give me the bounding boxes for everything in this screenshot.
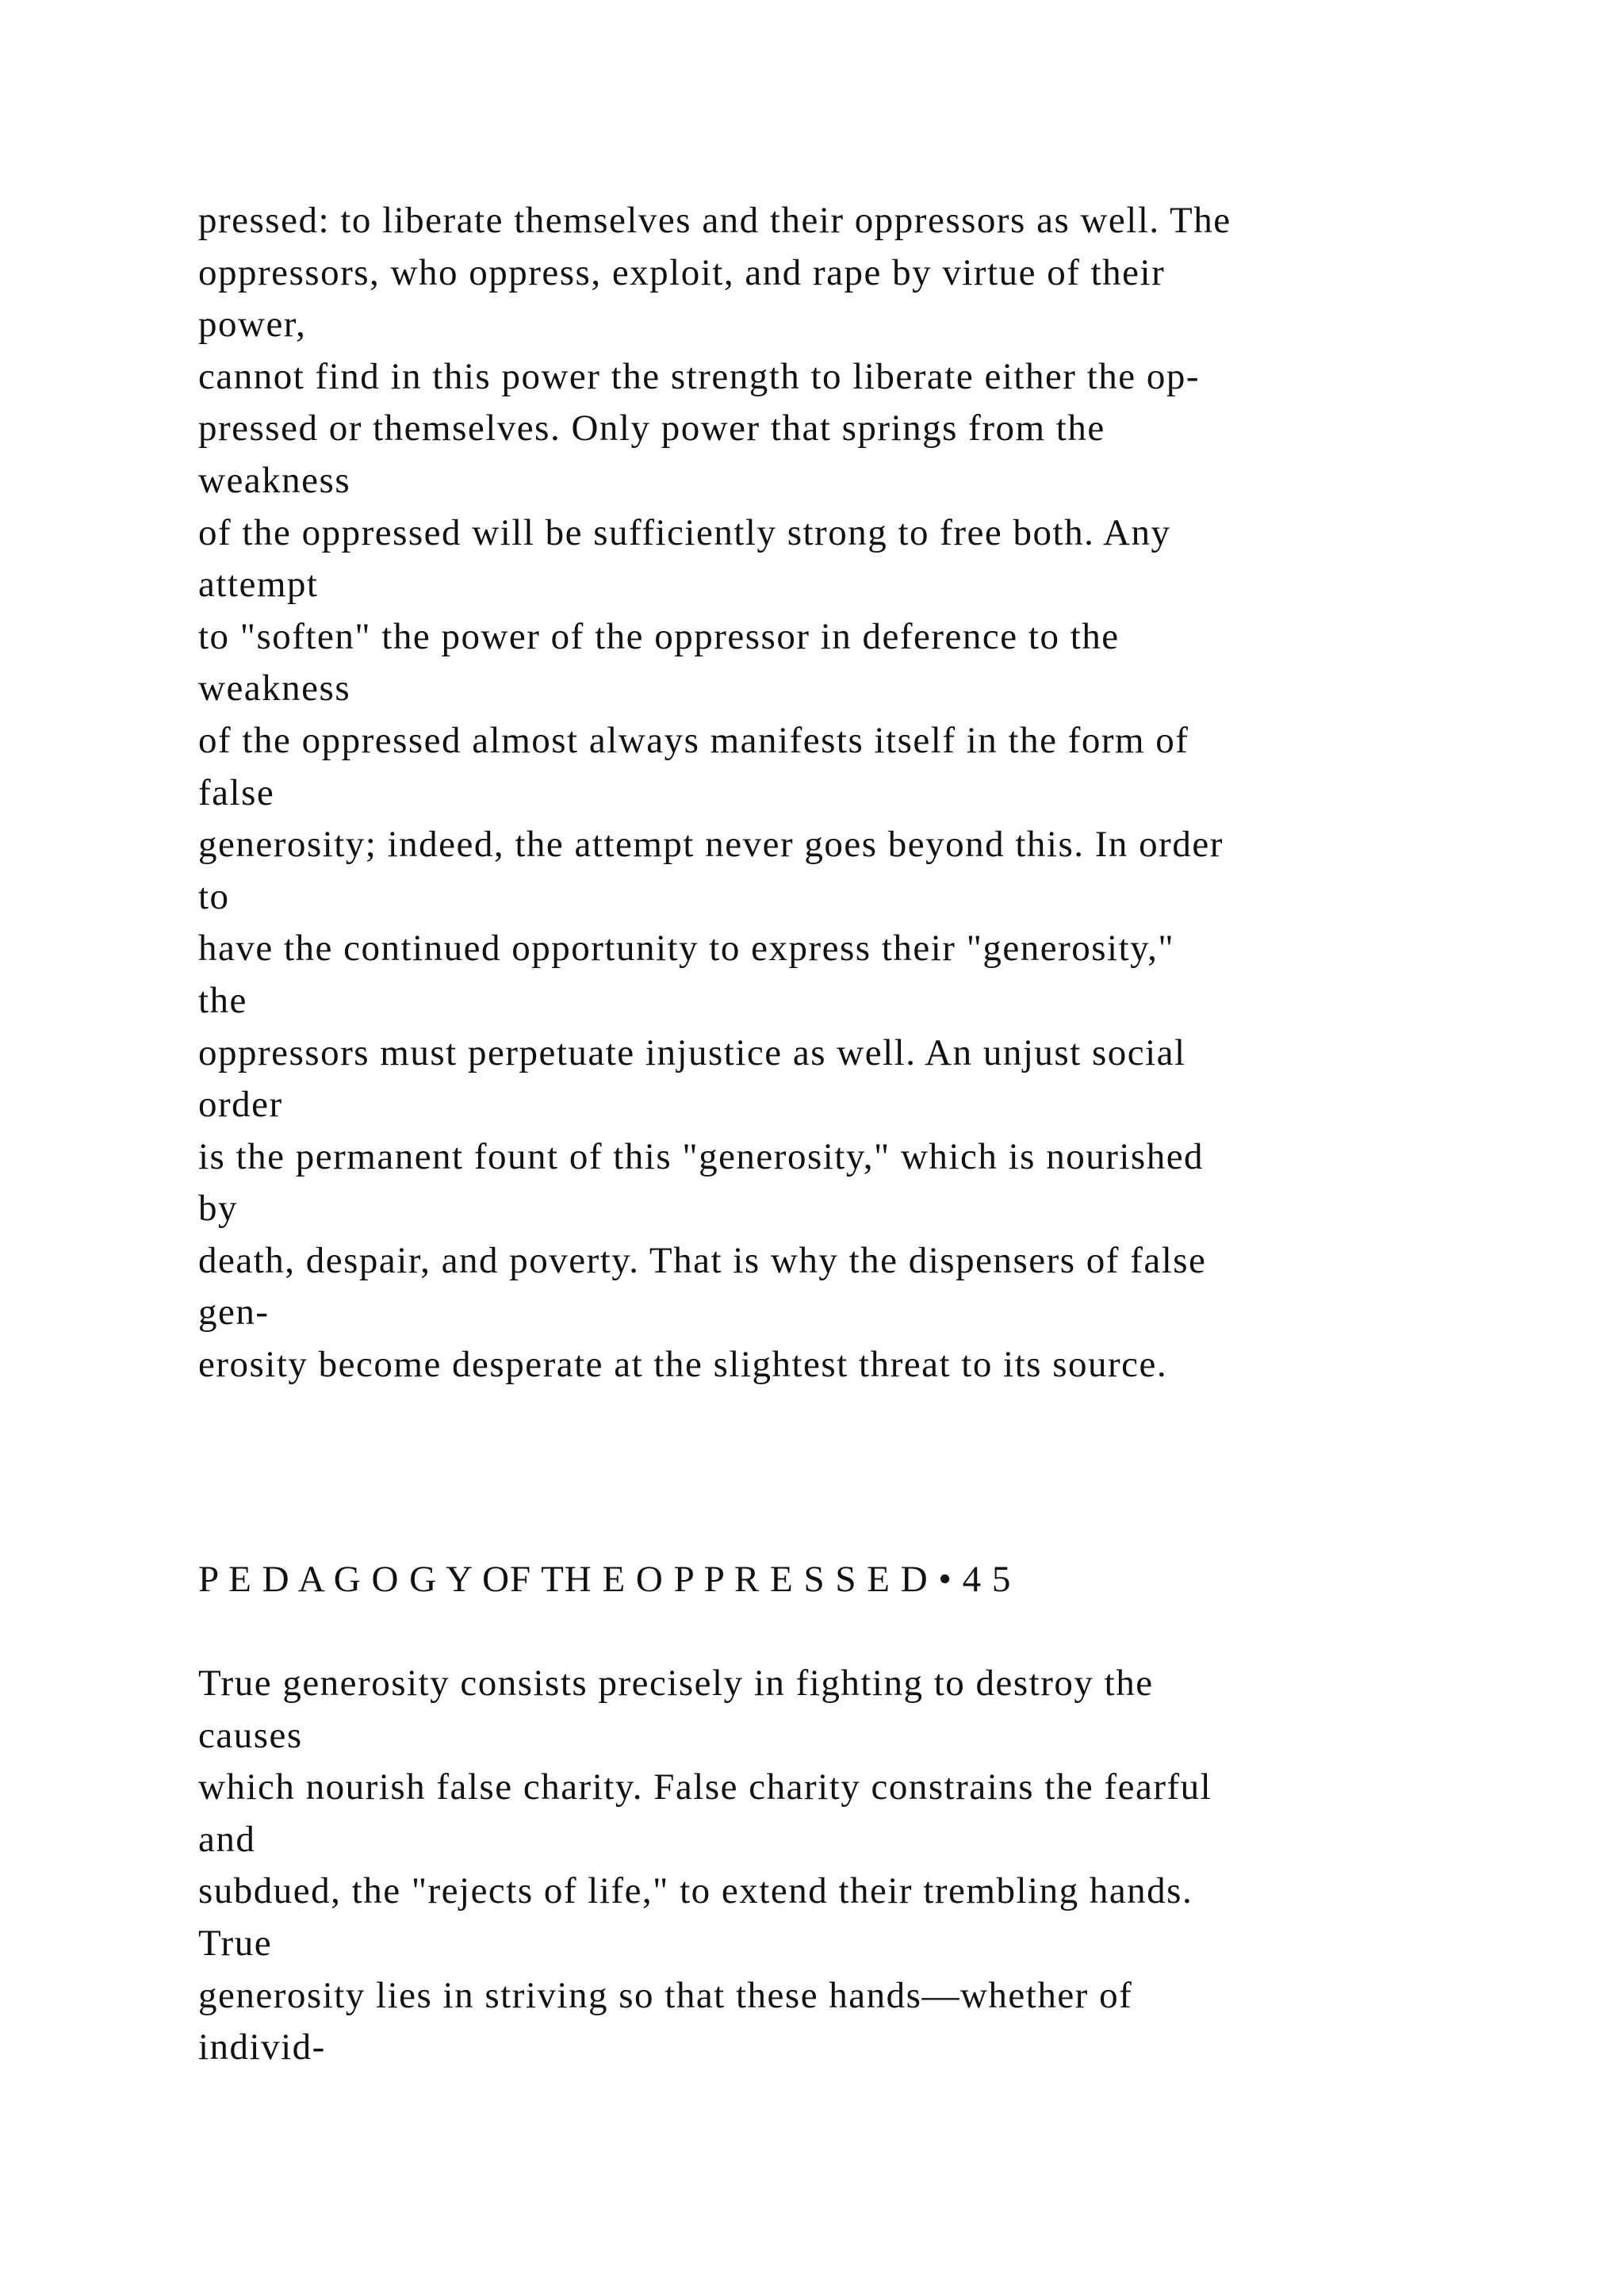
text-line: erosity become desperate at the slightest threat to its source. xyxy=(198,1344,1168,1386)
text-line: order xyxy=(198,1084,283,1126)
text-line: oppressors, who oppress, exploit, and rape by virtue of their xyxy=(198,251,1166,293)
text-line: which nourish false charity. False charity constrains the fearful xyxy=(198,1766,1212,1808)
text-line: of the oppressed almost always manifests itself in the form of xyxy=(198,719,1189,761)
running-head: P E D A G O G Y OF TH E O P P R E S S E D • 4 5 xyxy=(198,1559,1012,1600)
text-line: individ- xyxy=(198,2026,326,2068)
text-line: causes xyxy=(198,1714,303,1756)
paragraph-1 xyxy=(198,195,1546,1391)
running-head-block xyxy=(198,1554,1546,1606)
paragraph-2 xyxy=(198,1658,1546,2074)
text-line: True generosity consists precisely in fighting to destroy the xyxy=(198,1663,1154,1704)
text-line: false xyxy=(198,771,275,813)
text-line: by xyxy=(198,1188,238,1230)
text-line: pressed or themselves. Only power that springs from the xyxy=(198,408,1105,450)
text-line: to xyxy=(198,875,230,917)
text-line: gen- xyxy=(198,1292,270,1334)
text-line: the xyxy=(198,979,247,1021)
text-line: of the oppressed will be sufficiently strong to free both. Any xyxy=(198,511,1171,553)
text-line: and xyxy=(198,1818,256,1860)
text-line: generosity lies in striving so that these hands—whether of xyxy=(198,1974,1133,2016)
text-line: death, despair, and poverty. That is why the dispensers of false xyxy=(198,1239,1207,1281)
text-line: power, xyxy=(198,304,307,346)
text-line: generosity; indeed, the attempt never goes beyond this. In order xyxy=(198,824,1224,866)
text-line: weakness xyxy=(198,668,351,710)
text-line: pressed: to liberate themselves and their oppressors as well. The xyxy=(198,200,1231,241)
text-line: to "soften" the power of the oppressor in deference to the xyxy=(198,615,1120,657)
text-line: is the permanent fount of this "generosity," which is nourished xyxy=(198,1135,1205,1177)
text-line: have the continued opportunity to express their "generosity," xyxy=(198,928,1175,970)
text-line: True xyxy=(198,1922,273,1964)
text-line: oppressors must perpetuate injustice as well. An unjust social xyxy=(198,1031,1186,1073)
text-line: weakness xyxy=(198,459,351,501)
text-line: cannot find in this power the strength to liberate either the op- xyxy=(198,355,1201,397)
text-line: subdued, the "rejects of life," to extend their trembling hands. xyxy=(198,1870,1193,1912)
text-line: attempt xyxy=(198,564,319,606)
